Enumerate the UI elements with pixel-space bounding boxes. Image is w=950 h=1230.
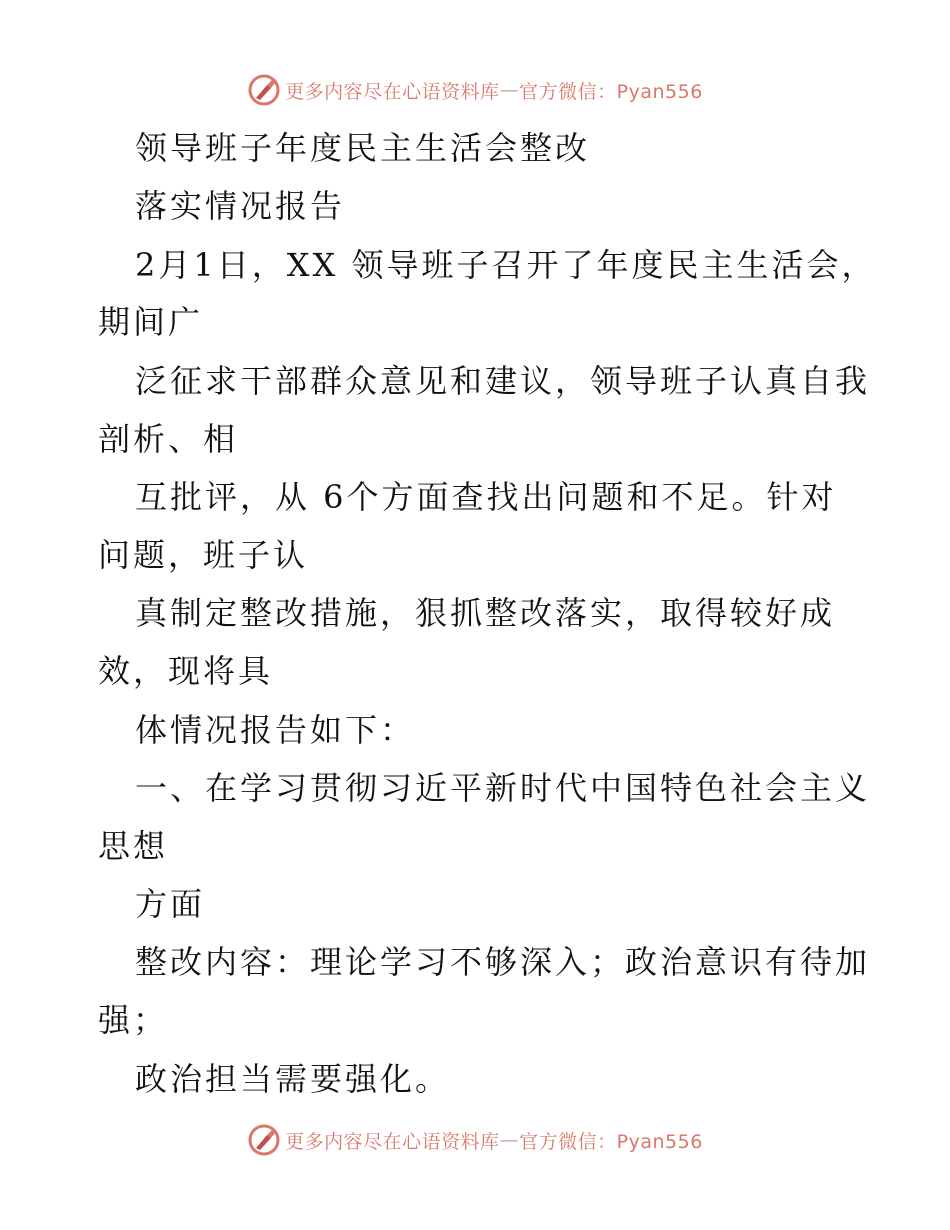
watermark-separator: —: [499, 1129, 520, 1151]
paragraph-line: 体情况报告如下：: [135, 711, 416, 749]
paragraph-line: 剖析、相: [98, 420, 239, 458]
paragraph-line: 互批评，从 6个方面查找出问题和不足。针对: [135, 478, 837, 516]
header-watermark-banner: [0, 70, 950, 110]
paragraph-line: 泛征求干部群众意见和建议，领导班子认真自我: [135, 362, 871, 400]
document-title-line: 落实情况报告: [135, 187, 346, 225]
paragraph-line: 政治担当需要强化。: [135, 1060, 451, 1098]
paragraph-line: 期间广: [98, 303, 204, 341]
paragraph-line: 2月1日，XX 领导班子召开了年度民主生活会，: [135, 246, 877, 284]
watermark-text: 更多内容尽在心语资料库: [285, 80, 500, 103]
paragraph-line: 问题，班子认: [98, 536, 309, 574]
watermark-separator: —: [499, 79, 520, 101]
paragraph-line: 效，现将具: [98, 652, 274, 690]
footer-watermark-banner: [0, 1120, 950, 1160]
paragraph-line: 强；: [98, 1001, 169, 1039]
document-title-line: 领导班子年度民主生活会整改: [135, 129, 591, 167]
pen-nib-logo-icon: [247, 1123, 281, 1157]
section-heading-line: 思想: [98, 827, 169, 865]
paragraph-line: 整改内容：理论学习不够深入；政治意识有待加: [135, 943, 871, 981]
watermark-text: 更多内容尽在心语资料库: [285, 1130, 500, 1153]
watermark-wechat: 官方微信：Pyan556: [519, 1130, 703, 1153]
watermark-wechat: 官方微信：Pyan556: [519, 80, 703, 103]
paragraph-line: 真制定整改措施，狠抓整改落实，取得较好成: [135, 594, 836, 632]
section-heading-line: 方面: [135, 885, 206, 923]
section-heading-line: 一、在学习贯彻习近平新时代中国特色社会主义: [135, 769, 871, 807]
pen-nib-logo-icon: [247, 73, 281, 107]
